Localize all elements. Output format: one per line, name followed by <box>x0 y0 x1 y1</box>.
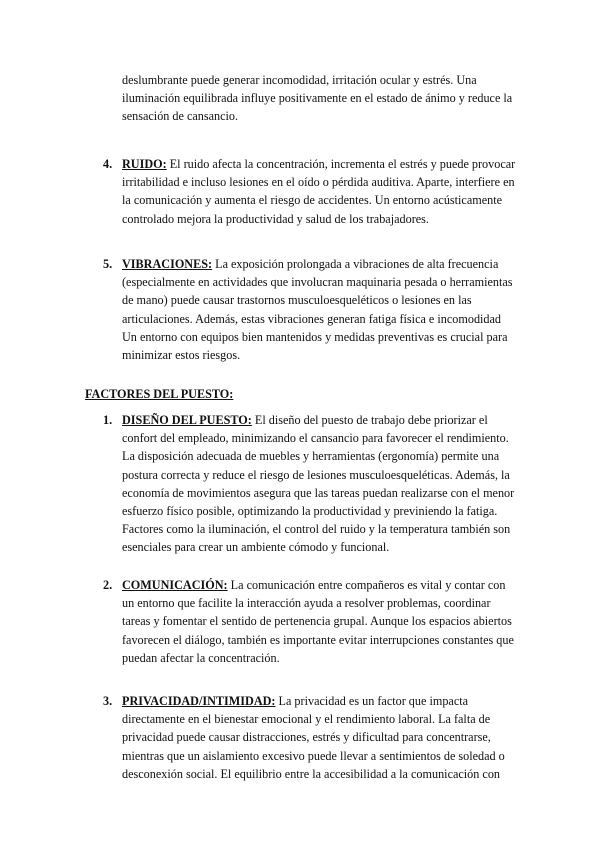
list-number: 3. <box>103 694 113 708</box>
list-number: 1. <box>103 413 113 427</box>
list-number: 4. <box>103 157 113 171</box>
item-text: El diseño del puesto de trabajo debe priorizar el confort del empleado, minimizando el cansancio para favorecer el rendimiento. La disposición adecuada de muebles y herramientas (ergonomía) permite una postura correcta y reduce el riesgo de lesiones musculoesqueléticas. Además, la economía de movimientos asegura que las tareas puedan realizarse con el menor esfuerzo físico posible, optimizando la productividad y previniendo la fatiga. Factores como la iluminación, el control del ruido y la temperatura también son esenciales para crear un ambiente cómodo y funcional. <box>122 413 515 555</box>
item-heading: DISEÑO DEL PUESTO: <box>122 413 252 427</box>
item-heading: COMUNICACIÓN: <box>122 578 228 592</box>
list-number: 2. <box>103 578 113 592</box>
item-text: La comunicación entre compañeros es vital y contar con un entorno que facilite la interacción ayuda a resolver problemas, coordinar tareas y fomentar el sentido de pertenencia grupal. Aunque los espacios abiertos favorecen el diálogo, también es importante evitar interrupciones constantes que puedan afectar la concentración. <box>122 578 514 665</box>
item-text: La exposición prolongada a vibraciones de alta frecuencia (especialmente en actividades que involucran maquinaria pesada o herramientas de mano) puede causar trastornos musculoesqueléticos o lesiones en las articulaciones. Además, estas vibraciones generan fatiga física e incomodidad Un entorno con equipos bien mantenidos y medidas preventivas es crucial para minimizar estos riesgos. <box>122 257 513 363</box>
item-heading: VIBRACIONES: <box>122 257 213 271</box>
item-heading: PRIVACIDAD/INTIMIDAD: <box>122 694 276 708</box>
intro-paragraph: deslumbrante puede generar incomodidad, irritación ocular y estrés. Una iluminación equilibrada influye positivamente en el estado de ánimo y reduce la sensación de cansancio. <box>122 73 513 124</box>
list-item-ruido <box>122 155 517 228</box>
list-item-diseno <box>122 411 517 557</box>
list-item-vibraciones <box>122 255 517 364</box>
list-number: 5. <box>103 257 113 271</box>
list-item-privacidad <box>122 692 517 783</box>
section-title: FACTORES DEL PUESTO: <box>85 387 234 401</box>
list-item-comunicacion <box>122 576 517 667</box>
item-text: El ruido afecta la concentración, incrementa el estrés y puede provocar irritabilidad e incluso lesiones en el oído o pérdida auditiva. Aparte, interfiere en la comunicación y aumenta el riesgo de accidentes. Un entorno acústicamente controlado mejora la productividad y salud de los trabajadores. <box>122 157 516 226</box>
item-heading: RUIDO: <box>122 157 167 171</box>
item-text: La privacidad es un factor que impacta directamente en el bienestar emocional y el rendimiento laboral. La falta de privacidad puede causar distracciones, estrés y dificultad para concentrarse, mientras que un aislamiento excesivo puede llevar a sentimientos de soledad o desconexión social. El equilibrio entre la accesibilidad a la comunicación con <box>122 694 505 781</box>
